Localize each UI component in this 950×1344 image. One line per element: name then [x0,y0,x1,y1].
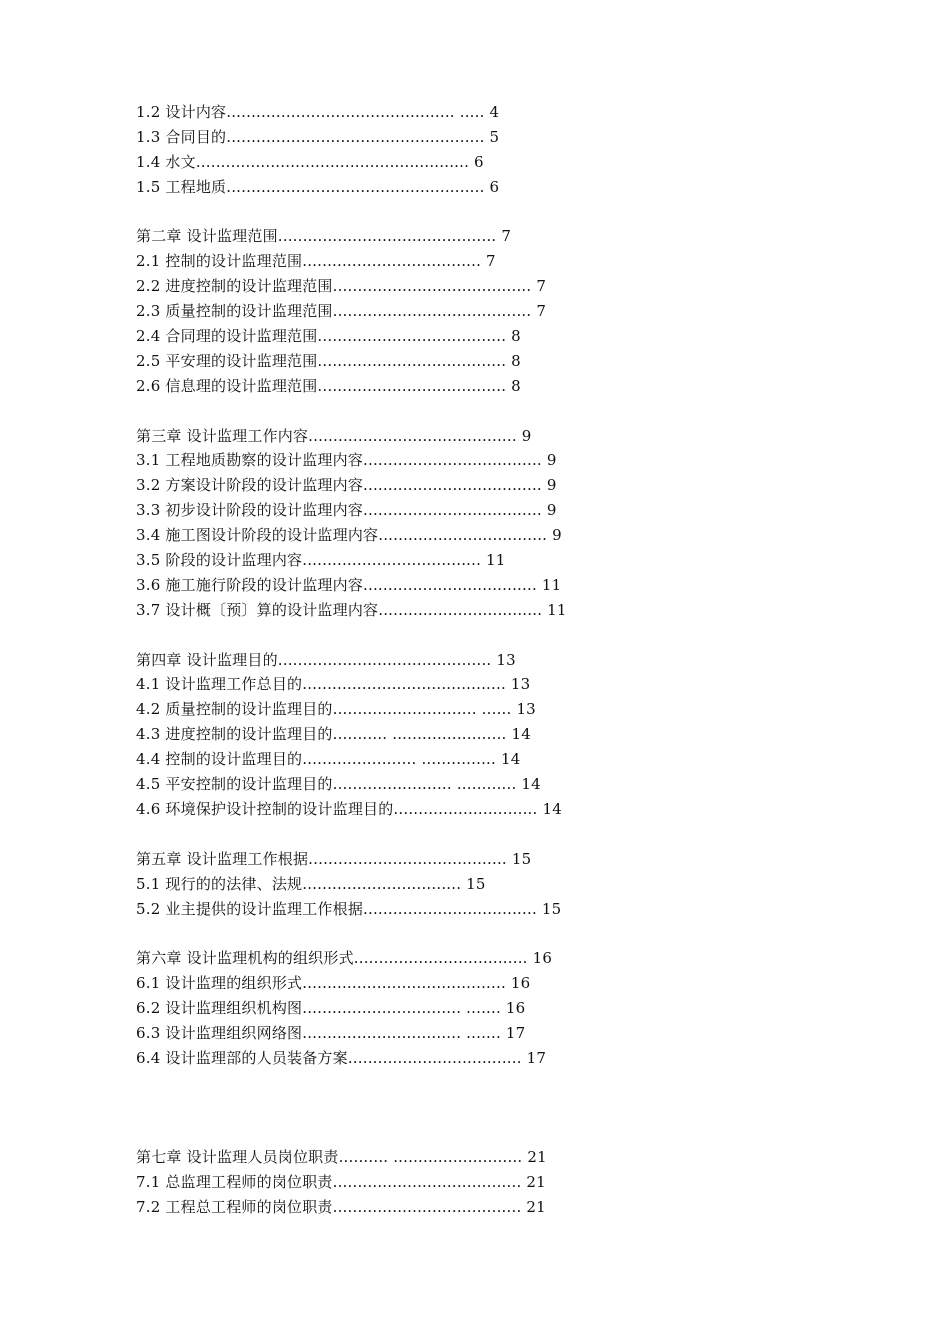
toc-chapter-heading: 第六章 设计监理机构的组织形式................................... 16 [136,949,553,968]
toc-entry: 3.4 施工图设计阶段的设计监理内容.................................. 9 [136,526,562,545]
toc-entry: 4.1 设计监理工作总目的......................................... 13 [136,675,531,694]
toc-entry: 2.6 信息理的设计监理范围...................................... 8 [136,376,521,395]
toc-entry: 4.6 环境保护设计控制的设计监理目的............................. 14 [136,799,562,818]
toc-entry: 3.1 工程地质勘察的设计监理内容.................................... 9 [136,451,557,470]
toc-entry: 3.5 阶段的设计监理内容.................................... 11 [136,551,506,570]
toc-entry: 5.1 现行的的法律、法规................................ 15 [136,874,486,893]
toc-chapter-heading: 第二章 设计监理范围............................................ 7 [136,227,512,246]
toc-entry: 4.2 质量控制的设计监理目的............................. ...... 13 [136,700,536,719]
toc-entry: 2.1 控制的设计监理范围.................................... 7 [136,252,496,271]
toc-entry: 6.1 设计监理的组织形式......................................... 16 [136,974,531,993]
toc-entry: 6.4 设计监理部的人员装备方案................................... 17 [136,1048,547,1067]
toc-entry: 1.3 合同目的.................................................... 5 [136,127,500,146]
toc-entry: 4.5 平安控制的设计监理目的........................ ............ 14 [136,775,541,794]
toc-entry: 2.5 平安理的设计监理范围...................................... 8 [136,351,521,370]
toc-entry: 6.2 设计监理组织机构图................................ ....... 16 [136,999,526,1018]
toc-chapter-heading: 第四章 设计监理目的........................................... 13 [136,650,516,669]
toc-entry: 3.6 施工施行阶段的设计监理内容................................... 11 [136,575,562,594]
toc-entry: 7.1 总监理工程师的岗位职责...................................... 21 [136,1173,546,1192]
toc-entry: 2.3 质量控制的设计监理范围........................................ 7 [136,302,547,321]
toc-entry: 4.4 控制的设计监理目的....................... ............... 14 [136,750,521,769]
toc-entry: 5.2 业主提供的设计监理工作根据................................... 15 [136,899,562,918]
table-of-contents [136,100,816,1220]
toc-entry: 1.2 设计内容.............................................. ..... 4 [136,103,500,121]
toc-entry: 1.4 水文....................................................... 6 [136,152,484,171]
toc-chapter-heading: 第三章 设计监理工作内容.......................................... 9 [136,426,532,445]
toc-entry: 7.2 工程总工程师的岗位职责...................................... 21 [136,1198,546,1217]
toc-entry: 2.4 合同理的设计监理范围...................................... 8 [136,327,521,346]
toc-entry: 2.2 进度控制的设计监理范围........................................ 7 [136,277,547,296]
toc-entry: 3.2 方案设计阶段的设计监理内容.................................... 9 [136,476,557,495]
toc-entry: 6.3 设计监理组织网络图................................ ....... 17 [136,1023,526,1042]
toc-entry: 4.3 进度控制的设计监理目的........... ....................... 14 [136,725,531,744]
toc-entry: 1.5 工程地质.................................................... 6 [136,177,500,196]
toc-entry: 3.7 设计概〔预〕算的设计监理内容................................. 11 [136,600,567,619]
toc-entry: 3.3 初步设计阶段的设计监理内容.................................... 9 [136,501,557,520]
toc-chapter-heading: 第五章 设计监理工作根据........................................ 15 [136,849,532,868]
toc-chapter-heading: 第七章 设计监理人员岗位职责.......... .......................... 21 [136,1148,547,1167]
